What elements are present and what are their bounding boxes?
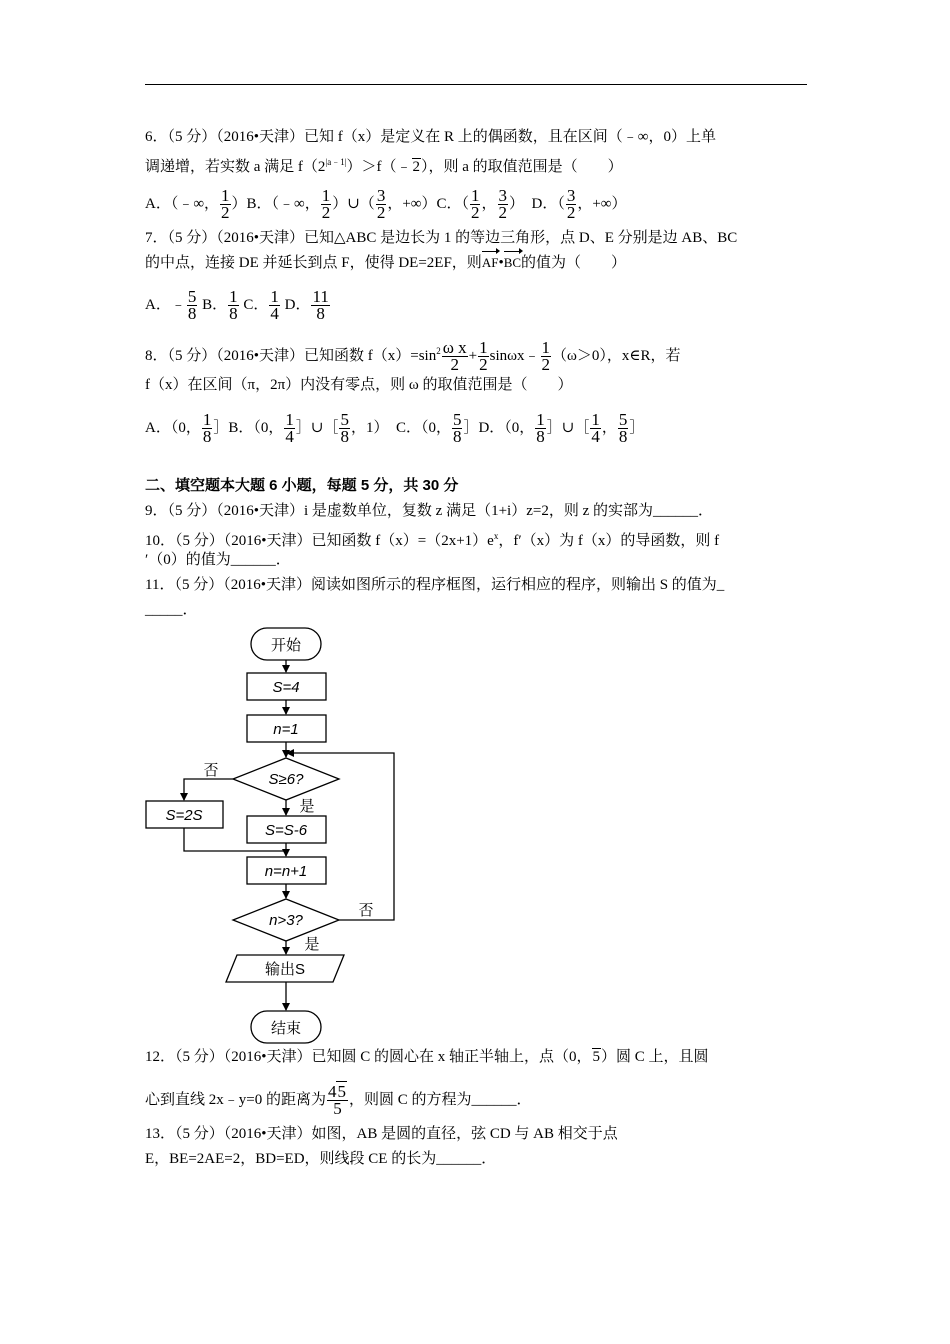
q13-line2: E，BE=2AE=2，BD=ED，则线段 CE 的长为______． (145, 1151, 497, 1167)
q8-options: A．（0， $\frac{1}{8}$ ］B．（0， $\frac{1}{4}$ ］∪［ $\frac{5}{8}$ ，1） C．（0， $\frac{5}{8}$ ］D．（0， $\frac{1}{8}$ ］∪［ $\frac{1}{4}$ ， $\frac{5}{8}$ ］ (145, 410, 645, 446)
yes1-label: 是 (299, 798, 315, 815)
q12-line1: 12．（5 分）（2016•天津）已知圆 C 的圆心在 x 轴正半轴上，点（0，5）圆 C 上，且圆 (145, 1049, 709, 1065)
q6-line1: 6．（5 分）（2016•天津）已知 f（x）是定义在 R 上的偶函数，且在区间（﹣∞，0）上单 (145, 129, 716, 145)
q10-line2: ′（0）的值为______． (145, 552, 291, 568)
n-increment-label: n=n+1 (264, 863, 308, 880)
q8-option-c: ，1） C．（0， (350, 419, 451, 436)
q10-line1: 10．（5 分）（2016•天津）已知函数 $f(x)=(2x+1)e^x$，f′（x）为 f（x）的导函数，则 f (145, 531, 720, 549)
q13-line1: 13．（5 分）（2016•天津）如图，AB 是圆的直径，弦 CD 与 AB 相交于点 (145, 1126, 618, 1142)
sqrt-5: 5 (592, 1049, 601, 1065)
q7-option-d: D． (284, 296, 311, 313)
q6-option-c: ，+∞）C．（ (387, 195, 469, 212)
q6-line2: 调递增，若实数 a 满足 $f(2^{|a﹣1|})>f(﹣2)$，则 a 的取值范围是（ ） (145, 157, 623, 175)
init-s-label: S=4 (272, 679, 300, 696)
s-double-label: S=2S (165, 807, 203, 824)
vector-af: AF (482, 253, 499, 273)
q7-line1: 7．（5 分）（2016•天津）已知△ABC 是边长为 1 的等边三角形，点 D、E 分别是边 AB、BC (145, 230, 738, 246)
end-label: 结束 (270, 1020, 302, 1037)
q8-line2: f（x）在区间（π，2π）内没有零点，则 ω 的取值范围是（ ） (145, 377, 573, 393)
q9-line: 9．（5 分）（2016•天津）i 是虚数单位，复数 z 满足（1+i）z=2，则 z 的实部为______． (145, 503, 713, 519)
header-rule (145, 84, 807, 85)
q6-option-a: A．（﹣∞， (145, 195, 220, 212)
section-heading: 二、填空题本大题 6 小题，每题 5 分，共 30 分 (145, 477, 459, 494)
q6-options: A．（﹣∞， $\frac{1}{2}$ ）B．（﹣∞， $\frac{1}{2}$ ）∪（ $\frac{3}{2}$ ，+∞）C．（ $\frac{1}{2}$ ， $\frac{3}{2}$ ） D．（ $\frac{3}{2}$ ，+∞） (145, 186, 627, 222)
no2-label: 否 (358, 902, 374, 919)
q12-line2: 心到直线 2x﹣y=0 的距离为 $\frac{45}{5}$ ，则圆 C 的方程为______． (145, 1082, 532, 1118)
sqrt-2: 2 (412, 159, 421, 175)
q8-option-a: A．（0， (145, 419, 201, 436)
output-label: 输出S (264, 961, 306, 978)
q11-line1: 11．（5 分）（2016•天津）阅读如图所示的程序框图，运行相应的程序，则输出 S 的值为_ (145, 577, 725, 593)
q8-option-b: ］B．（0， (213, 419, 284, 436)
q7-option-b: B． (202, 296, 228, 313)
cond2-label: n>3? (269, 912, 303, 929)
yes2-label: 是 (304, 936, 320, 953)
q11-line2: _____． (145, 602, 198, 618)
cond1-label: S≥6? (268, 771, 304, 788)
flowchart (140, 620, 410, 1050)
q8-line1: 8．（5 分）（2016•天津）已知函数 $f(x)=\sin^2$ $\frac{\text{ω x}}{2}$ + $\frac{1}{2}$ sinωx﹣ $\frac{1}{2}$ （ω＞0），x∈R，若 (145, 338, 681, 374)
q6-option-b: ）B．（﹣∞， (231, 195, 320, 212)
q8-option-d: ］D．（0， (463, 419, 535, 436)
q7-option-c: C． (243, 296, 269, 313)
s-minus-6-label: S=S-6 (264, 822, 308, 839)
no1-label: 否 (203, 762, 219, 779)
q7-option-a: A．﹣ (145, 296, 186, 313)
q7-options: A．﹣ $\frac{5}{8}$ B． $\frac{1}{8}$ C． $\frac{1}{4}$ D． $\frac{11}{8}$ (145, 287, 329, 323)
q6-option-d: ） D．（ (509, 195, 565, 212)
init-n-label: n=1 (273, 721, 299, 738)
start-label: 开始 (270, 637, 302, 654)
q7-line2: 的中点，连接 DE 并延长到点 F，使得 DE=2EF，则AF•BC的值为（ ） (145, 255, 627, 271)
vector-bc: BC (504, 253, 521, 273)
